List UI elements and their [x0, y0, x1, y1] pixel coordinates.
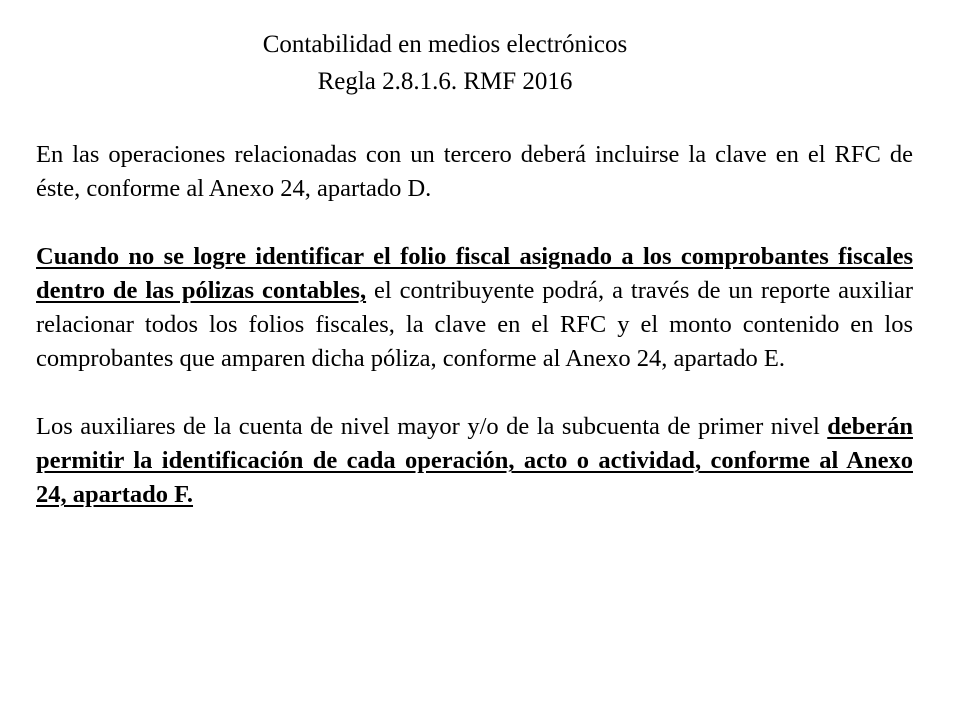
paragraph-text: el contribuyente podrá, a través de un reporte auxiliar relacionar todos los folios fiscales, la clave en el RFC y el monto contenido en los comprobantes que amparen dicha póliza, conforme al Anexo 24, apartado E.: [36, 277, 913, 372]
paragraph-text: En las operaciones relacionadas con un tercero deberá incluirse la clave en el RFC de éste, conforme al Anexo 24, apartado D.: [36, 141, 913, 202]
paragraph-third-party-rfc: [36, 138, 913, 206]
body-text: [36, 138, 913, 512]
document-title: Contabilidad en medios electrónicos: [262, 31, 628, 58]
document-subtitle: Regla 2.8.1.6. RMF 2016: [317, 68, 573, 95]
paragraph-auxiliares: [36, 410, 913, 512]
title-block: [0, 26, 890, 100]
paragraph-text: Los auxiliares de la cuenta de nivel mayor y/o de la subcuenta de primer nivel: [36, 413, 828, 440]
paragraph-folio-fiscal: [36, 240, 913, 376]
emphasis-text: deberán permitir la identificación de cada operación, acto o actividad, conforme al Anexo 24, apartado F.: [36, 413, 913, 508]
emphasis-text: Cuando no se logre identificar el folio fiscal asignado a los comprobantes fiscales dentro de las pólizas contables,: [36, 243, 913, 304]
